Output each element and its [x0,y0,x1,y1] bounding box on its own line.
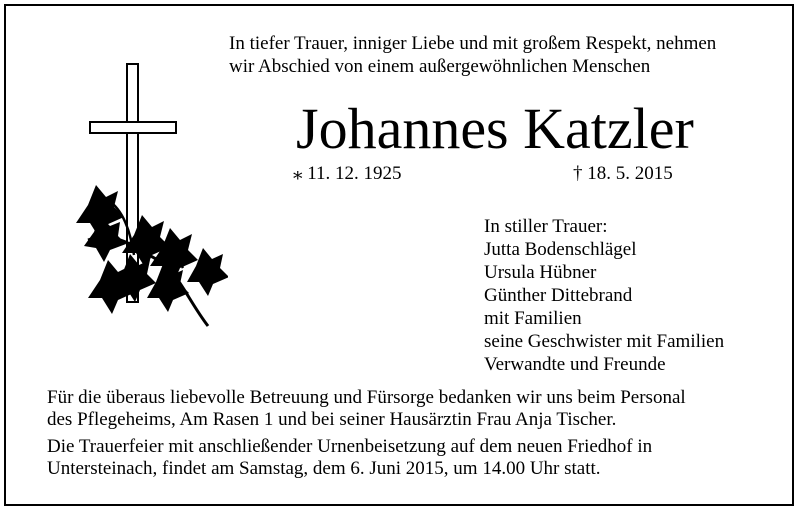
intro-line: In tiefer Trauer, inniger Liebe und mit großem Respekt, nehmen [229,33,717,54]
ceremony-line: Die Trauerfeier mit anschließender Urnenbeisetzung auf dem neuen Friedhof in [47,436,653,457]
intro-line: wir Abschied von einem außergewöhnlichen Menschen [229,56,651,77]
mourner-entry: Verwandte und Freunde [484,354,666,375]
ceremony-line: Untersteinach, findet am Samstag, dem 6. Juni 2015, um 14.00 Uhr statt. [47,458,601,479]
thanks-line: des Pflegeheims, Am Rasen 1 und bei seiner Hausärztin Frau Anja Tischer. [47,409,617,430]
mourner-entry: Jutta Bodenschlägel [484,239,637,260]
mourners-list [484,215,724,376]
mourner-entry: Günther Dittebrand [484,285,633,306]
mourners-heading: In stiller Trauer: [484,216,608,237]
ivy-leaves [76,185,228,314]
mourner-entry: Ursula Hübner [484,262,597,283]
thanks-text [47,387,767,431]
ceremony-text [47,436,767,480]
deceased-name: Johannes Katzler [296,96,694,161]
cross-horizontal [90,122,176,133]
cross-with-ivy-icon [48,60,228,330]
birth-date: ⁎ 11. 12. 1925 [293,163,402,184]
intro-text [229,32,769,78]
mourner-entry: seine Geschwister mit Familien [484,331,725,352]
thanks-line: Für die überaus liebevolle Betreuung und Fürsorge bedanken wir uns beim Personal [47,387,686,408]
mourner-entry: mit Familien [484,308,582,329]
death-date: † 18. 5. 2015 [573,163,673,184]
